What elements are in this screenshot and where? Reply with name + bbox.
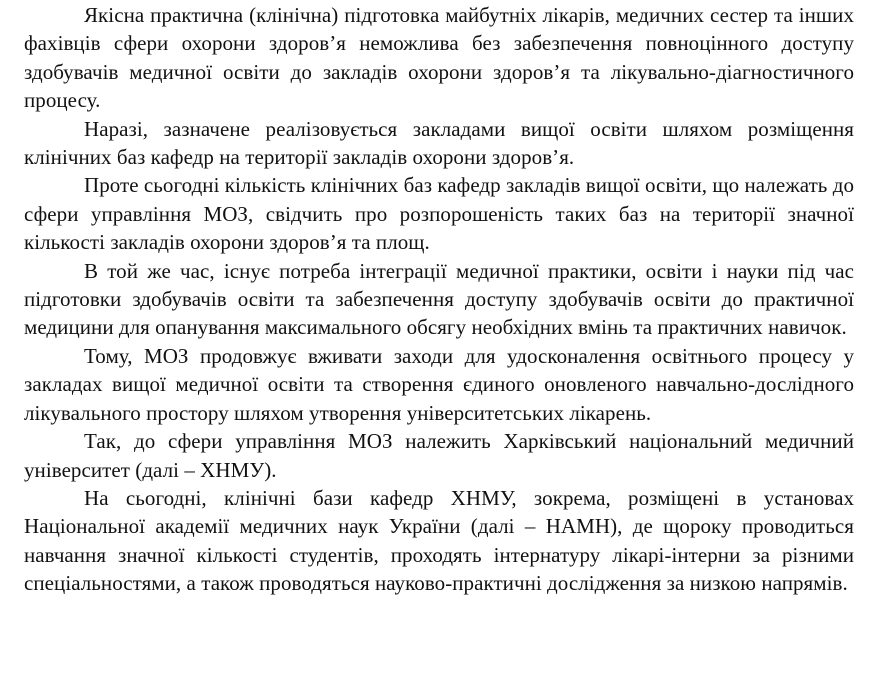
paragraph-khnmu: Так, до сфери управління МОЗ належить Харківський національний медичний університет (далі – ХНМУ). (24, 429, 854, 482)
paragraph-clinical-training: Якісна практична (клінічна) підготовка майбутніх лікарів, медичних сестер та інших фахівців сфери охорони здоров’я неможлива без забезпечення повноцінного доступу здобувачів медичної освіти до закладів охорони здоров’я та лікувально-діагностичного процесу. (24, 3, 854, 113)
paragraph-namn-bases: На сьогодні, клінічні бази кафедр ХНМУ, зокрема, розміщені в установах Національної академії медичних наук України (далі – НАМН), де щороку проводиться навчання значної кількості студентів, проходять інтернатуру лікарі-інтерни за різними спеціальностями, а також проводяться науково-практичні дослідження за низкою напрямів. (24, 485, 854, 596)
paragraph-university-hospitals: Тому, МОЗ продовжує вживати заходи для удосконалення освітнього процесу у закладах вищої медичної освіти та створення єдиного оновленого навчально-дослідного лікувального простору шляхом утворення університетських лікарень. (24, 343, 854, 425)
paragraph-clinical-bases: Наразі, зазначене реалізовується закладами вищої освіти шляхом розміщення клінічних баз кафедр на території закладів охорони здоров’я. (24, 116, 854, 170)
paragraph-integration-need: В той же час, існує потреба інтеграції медичної практики, освіти і науки під час підготовки здобувачів освіти та забезпечення доступу здобувачів освіти до практичної медицини для опанування максимального обсягу необхідних вмінь та практичних навичок. (24, 258, 854, 340)
paragraph-dispersion: Проте сьогодні кількість клінічних баз кафедр закладів вищої освіти, що належать до сфери управління МОЗ, свідчить про розпорошеність таких баз на території значної кількості закладів охорони здоров’я та площ. (24, 173, 855, 255)
